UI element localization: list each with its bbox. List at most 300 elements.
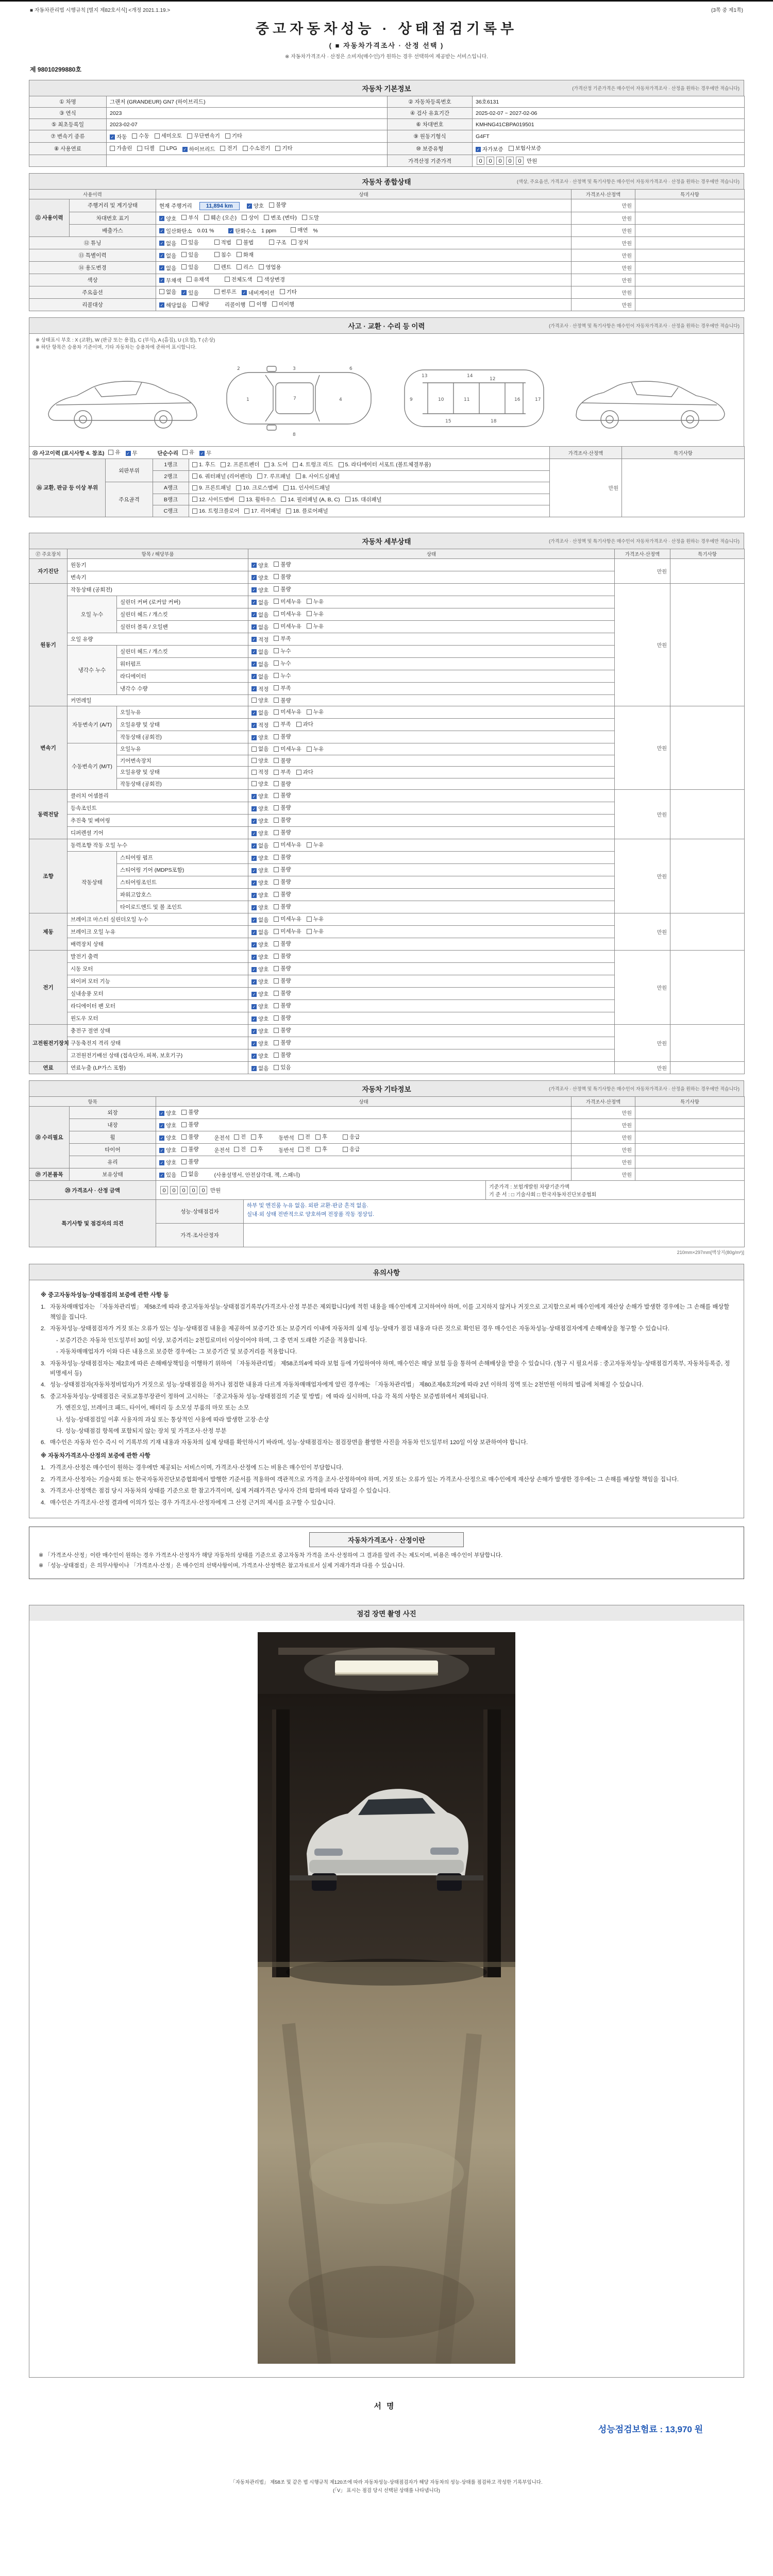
checkbox[interactable] — [339, 462, 344, 467]
checkbox-option[interactable] — [509, 144, 542, 152]
checkbox[interactable] — [307, 709, 312, 715]
checkbox-option[interactable] — [251, 879, 268, 887]
checkbox[interactable] — [274, 1003, 279, 1008]
checkbox-option[interactable] — [274, 940, 291, 947]
checkbox[interactable] — [286, 509, 291, 514]
checkbox-option[interactable] — [274, 1039, 291, 1046]
checkbox[interactable] — [259, 264, 264, 269]
checkbox[interactable] — [159, 289, 164, 294]
checked-checkbox[interactable]: ✓ — [252, 723, 256, 728]
checkbox[interactable] — [343, 1147, 348, 1152]
checkbox-option[interactable] — [264, 214, 296, 222]
checkbox-option[interactable] — [272, 300, 294, 308]
checkbox-option[interactable] — [251, 636, 268, 643]
checkbox-option[interactable] — [225, 276, 253, 283]
checkbox-option[interactable] — [181, 214, 198, 222]
checkbox-option[interactable] — [307, 745, 324, 753]
checked-checkbox[interactable]: ✓ — [160, 303, 164, 308]
checkbox[interactable] — [192, 301, 197, 307]
checkbox[interactable] — [160, 146, 165, 151]
checkbox-option[interactable] — [192, 496, 234, 503]
checkbox-option[interactable] — [274, 878, 291, 886]
checkbox-option[interactable] — [257, 276, 285, 283]
checkbox-option[interactable] — [181, 1108, 198, 1116]
checkbox-option[interactable] — [274, 1002, 291, 1009]
checkbox-option[interactable] — [286, 507, 328, 515]
checkbox[interactable] — [307, 842, 312, 848]
checkbox-option[interactable] — [307, 708, 324, 716]
checkbox-option[interactable] — [251, 1015, 268, 1023]
checkbox-option[interactable] — [251, 648, 268, 656]
checked-checkbox[interactable]: ✓ — [252, 880, 256, 886]
checkbox-option[interactable] — [280, 288, 297, 296]
checkbox-option[interactable] — [274, 697, 291, 704]
checkbox[interactable] — [234, 1134, 239, 1140]
checkbox[interactable] — [275, 146, 280, 151]
checkbox[interactable] — [274, 1028, 279, 1033]
checkbox[interactable] — [274, 842, 279, 848]
checkbox-option[interactable] — [182, 448, 194, 456]
checkbox[interactable] — [274, 781, 279, 786]
checkbox-option[interactable] — [274, 780, 291, 788]
checkbox[interactable] — [249, 301, 255, 307]
checkbox[interactable] — [236, 485, 241, 490]
checkbox-option[interactable] — [159, 1146, 176, 1154]
checkbox-option[interactable] — [187, 276, 209, 283]
checkbox-option[interactable] — [159, 1122, 176, 1129]
checkbox[interactable] — [192, 485, 197, 490]
checkbox-option[interactable] — [204, 214, 237, 222]
checked-checkbox[interactable]: ✓ — [252, 1054, 256, 1059]
checkbox[interactable] — [251, 1147, 256, 1152]
checkbox-option[interactable] — [243, 144, 271, 152]
checkbox-option[interactable] — [251, 574, 268, 582]
checkbox-option[interactable] — [237, 263, 254, 271]
checkbox[interactable] — [274, 966, 279, 971]
checkbox-option[interactable] — [251, 721, 268, 729]
checkbox[interactable] — [155, 133, 160, 139]
checkbox-option[interactable] — [274, 828, 291, 836]
checkbox[interactable] — [274, 793, 279, 798]
checkbox[interactable] — [187, 133, 192, 139]
checkbox-option[interactable] — [274, 853, 291, 861]
checkbox-option[interactable] — [251, 953, 268, 961]
checkbox[interactable] — [237, 240, 242, 245]
checkbox-option[interactable] — [159, 288, 176, 296]
checkbox-option[interactable] — [302, 214, 319, 222]
checkbox[interactable] — [283, 485, 289, 490]
checkbox-option[interactable] — [476, 145, 503, 153]
checkbox[interactable] — [225, 133, 230, 139]
checkbox-option[interactable] — [251, 1003, 268, 1010]
checkbox[interactable] — [296, 473, 301, 479]
checked-checkbox[interactable]: ✓ — [252, 575, 256, 580]
checkbox[interactable] — [291, 240, 296, 245]
checkbox-option[interactable] — [110, 133, 127, 141]
checkbox[interactable] — [192, 497, 197, 502]
checked-checkbox[interactable]: ✓ — [252, 955, 256, 960]
checkbox[interactable] — [274, 904, 279, 909]
checkbox[interactable] — [239, 497, 244, 502]
checked-checkbox[interactable]: ✓ — [247, 204, 251, 209]
checkbox[interactable] — [181, 264, 187, 269]
checkbox[interactable] — [274, 586, 279, 591]
checkbox[interactable] — [251, 781, 257, 786]
checked-checkbox[interactable]: ✓ — [476, 147, 480, 152]
checkbox[interactable] — [307, 599, 312, 604]
checkbox[interactable] — [257, 473, 262, 479]
checkbox-option[interactable] — [251, 965, 268, 973]
checkbox-option[interactable] — [251, 916, 268, 924]
checkbox[interactable] — [192, 473, 197, 479]
checkbox-option[interactable] — [251, 660, 268, 668]
checkbox-option[interactable] — [339, 461, 431, 468]
checkbox-option[interactable] — [251, 867, 268, 874]
checkbox-option[interactable] — [343, 1133, 360, 1141]
checkbox[interactable] — [204, 215, 209, 220]
checkbox-option[interactable] — [274, 733, 291, 740]
checkbox-option[interactable] — [274, 1063, 291, 1071]
checkbox-option[interactable] — [110, 144, 132, 152]
checkbox-option[interactable] — [343, 1145, 360, 1153]
checked-checkbox[interactable]: ✓ — [252, 893, 256, 898]
checkbox-option[interactable] — [274, 804, 291, 811]
checkbox[interactable] — [237, 264, 242, 269]
checked-checkbox[interactable]: ✓ — [252, 1004, 256, 1009]
checkbox-option[interactable] — [251, 891, 268, 899]
checked-checkbox[interactable]: ✓ — [252, 930, 256, 935]
checked-checkbox[interactable]: ✓ — [160, 241, 164, 246]
checkbox[interactable] — [108, 450, 113, 455]
checkbox[interactable] — [274, 978, 279, 984]
checkbox[interactable] — [272, 301, 277, 307]
checkbox-option[interactable] — [281, 496, 340, 503]
checkbox[interactable] — [214, 289, 220, 294]
checkbox-option[interactable] — [251, 745, 268, 753]
checkbox-option[interactable] — [181, 1170, 198, 1178]
checkbox[interactable] — [274, 636, 279, 641]
checkbox[interactable] — [192, 462, 197, 467]
checkbox[interactable] — [280, 289, 285, 294]
checkbox-option[interactable] — [291, 226, 308, 234]
checked-checkbox[interactable]: ✓ — [182, 291, 186, 295]
checkbox-option[interactable] — [274, 977, 291, 985]
checked-checkbox[interactable]: ✓ — [110, 134, 114, 140]
checkbox[interactable] — [274, 562, 279, 567]
checkbox[interactable] — [343, 1134, 348, 1140]
checkbox-option[interactable] — [239, 496, 276, 503]
checkbox-option[interactable] — [244, 507, 281, 515]
checkbox[interactable] — [291, 227, 296, 232]
checkbox[interactable] — [269, 240, 274, 245]
checkbox-option[interactable] — [249, 300, 266, 308]
checked-checkbox[interactable]: ✓ — [160, 253, 164, 258]
checkbox[interactable] — [274, 770, 279, 775]
checkbox-option[interactable] — [159, 1134, 176, 1142]
checked-checkbox[interactable]: ✓ — [252, 819, 256, 824]
checkbox-option[interactable] — [251, 1064, 268, 1072]
checkbox[interactable] — [264, 215, 269, 220]
checkbox[interactable] — [214, 264, 220, 269]
checkbox-option[interactable] — [251, 1133, 263, 1141]
checkbox[interactable] — [274, 599, 279, 604]
checkbox[interactable] — [214, 240, 220, 245]
checkbox-option[interactable] — [274, 791, 291, 799]
checkbox[interactable] — [264, 462, 270, 467]
checkbox[interactable] — [274, 685, 279, 690]
checkbox-option[interactable] — [298, 1145, 310, 1153]
checkbox[interactable] — [181, 1110, 187, 1115]
checkbox[interactable] — [274, 805, 279, 810]
checkbox[interactable] — [274, 892, 279, 897]
checkbox[interactable] — [243, 146, 248, 151]
checkbox-option[interactable] — [274, 659, 291, 667]
checkbox-option[interactable] — [307, 915, 324, 923]
checkbox-option[interactable] — [192, 300, 209, 308]
checkbox[interactable] — [251, 1134, 256, 1140]
checkbox[interactable] — [269, 202, 274, 208]
checkbox-option[interactable] — [181, 239, 198, 246]
checkbox-option[interactable] — [181, 1121, 198, 1128]
checkbox[interactable] — [274, 1065, 279, 1070]
checkbox-option[interactable] — [199, 449, 211, 457]
checkbox-option[interactable] — [214, 251, 231, 259]
checked-checkbox[interactable]: ✓ — [252, 979, 256, 985]
checkbox-option[interactable] — [274, 708, 301, 716]
checkbox-option[interactable] — [214, 263, 231, 271]
checkbox[interactable] — [274, 709, 279, 715]
checkbox-option[interactable] — [181, 1133, 198, 1141]
checked-checkbox[interactable]: ✓ — [252, 600, 256, 605]
checkbox[interactable] — [192, 509, 197, 514]
checkbox-option[interactable] — [274, 684, 291, 692]
checked-checkbox[interactable]: ✓ — [252, 613, 256, 617]
checkbox-option[interactable] — [307, 598, 324, 605]
checkbox[interactable] — [274, 698, 279, 703]
checkbox-option[interactable] — [159, 301, 187, 309]
checkbox-option[interactable] — [257, 472, 291, 480]
checkbox-option[interactable] — [234, 1145, 246, 1153]
checked-checkbox[interactable]: ✓ — [160, 216, 164, 221]
checkbox-option[interactable] — [137, 144, 154, 152]
checkbox-option[interactable] — [274, 647, 291, 655]
checkbox[interactable] — [293, 462, 298, 467]
checkbox-option[interactable] — [251, 586, 268, 594]
checkbox[interactable] — [274, 747, 279, 752]
checkbox-option[interactable] — [274, 989, 291, 997]
checked-checkbox[interactable]: ✓ — [126, 451, 130, 456]
checkbox-option[interactable] — [182, 145, 215, 153]
checkbox-option[interactable] — [298, 1133, 310, 1141]
checkbox-option[interactable] — [132, 132, 149, 140]
checked-checkbox[interactable]: ✓ — [252, 806, 256, 811]
checked-checkbox[interactable]: ✓ — [252, 650, 256, 654]
checkbox-option[interactable] — [159, 227, 192, 235]
checkbox-option[interactable] — [264, 461, 288, 468]
checked-checkbox[interactable]: ✓ — [252, 942, 256, 947]
checkbox[interactable] — [234, 1147, 239, 1152]
checkbox-option[interactable] — [221, 461, 259, 468]
checkbox[interactable] — [137, 146, 142, 151]
checkbox-option[interactable] — [274, 1026, 291, 1034]
checkbox[interactable] — [274, 1040, 279, 1045]
checkbox-option[interactable] — [274, 585, 291, 593]
checkbox-option[interactable] — [251, 990, 268, 998]
checkbox-option[interactable] — [307, 622, 324, 630]
checked-checkbox[interactable]: ✓ — [160, 1160, 164, 1165]
checked-checkbox[interactable]: ✓ — [252, 687, 256, 691]
checkbox-option[interactable] — [275, 144, 292, 152]
checkbox[interactable] — [181, 1147, 187, 1152]
checkbox-option[interactable] — [274, 757, 291, 765]
checkbox[interactable] — [257, 277, 262, 282]
checkbox[interactable] — [274, 673, 279, 678]
checkbox-option[interactable] — [214, 239, 231, 246]
checkbox-option[interactable] — [192, 461, 215, 468]
checked-checkbox[interactable]: ✓ — [252, 1066, 256, 1071]
checkbox-option[interactable] — [251, 562, 268, 569]
checkbox-option[interactable] — [251, 623, 268, 631]
checkbox-option[interactable] — [307, 841, 324, 849]
checkbox-option[interactable] — [220, 144, 237, 152]
checkbox[interactable] — [251, 758, 257, 763]
checkbox-option[interactable] — [159, 264, 176, 272]
checkbox-option[interactable] — [274, 573, 291, 581]
checkbox-option[interactable] — [251, 928, 268, 936]
checkbox-option[interactable] — [283, 484, 330, 492]
checked-checkbox[interactable]: ✓ — [160, 1111, 164, 1116]
checkbox-option[interactable] — [159, 240, 176, 247]
checkbox-option[interactable] — [251, 757, 268, 765]
checkbox-option[interactable] — [126, 449, 138, 457]
checked-checkbox[interactable]: ✓ — [252, 992, 256, 997]
checked-checkbox[interactable]: ✓ — [252, 625, 256, 630]
checkbox[interactable] — [220, 146, 225, 151]
checkbox-option[interactable] — [251, 1040, 268, 1047]
checkbox-option[interactable] — [159, 277, 181, 284]
checkbox[interactable] — [181, 252, 187, 257]
checkbox-option[interactable] — [274, 561, 291, 568]
checkbox[interactable] — [274, 611, 279, 616]
checkbox[interactable] — [244, 509, 249, 514]
checkbox[interactable] — [181, 240, 187, 245]
checkbox[interactable] — [274, 1015, 279, 1021]
checkbox-option[interactable] — [274, 927, 301, 935]
checked-checkbox[interactable]: ✓ — [252, 1029, 256, 1034]
checkbox-option[interactable] — [307, 610, 324, 618]
checkbox[interactable] — [274, 758, 279, 763]
checkbox-option[interactable] — [274, 635, 291, 642]
checkbox-option[interactable] — [159, 1109, 176, 1117]
checkbox-option[interactable] — [237, 251, 254, 259]
checked-checkbox[interactable]: ✓ — [252, 563, 256, 568]
checkbox-option[interactable] — [155, 132, 182, 140]
checkbox-option[interactable] — [251, 1145, 263, 1153]
checkbox-option[interactable] — [251, 611, 268, 619]
checkbox-option[interactable] — [242, 289, 275, 297]
checkbox-option[interactable] — [234, 1133, 246, 1141]
checkbox-option[interactable] — [181, 289, 198, 297]
checkbox-option[interactable] — [251, 1052, 268, 1060]
checkbox-option[interactable] — [315, 1145, 327, 1153]
checkbox-option[interactable] — [269, 239, 286, 246]
checked-checkbox[interactable]: ✓ — [252, 856, 256, 861]
checkbox-option[interactable] — [251, 685, 268, 693]
checkbox-option[interactable] — [251, 599, 268, 606]
checkbox-option[interactable] — [251, 829, 268, 837]
checked-checkbox[interactable]: ✓ — [252, 918, 256, 923]
checkbox[interactable] — [274, 623, 279, 629]
checkbox[interactable] — [302, 215, 307, 220]
checkbox[interactable] — [187, 277, 192, 282]
checkbox-option[interactable] — [259, 263, 281, 271]
checkbox[interactable] — [181, 215, 187, 220]
checkbox-option[interactable] — [251, 734, 268, 741]
checkbox[interactable] — [274, 1053, 279, 1058]
checkbox-option[interactable] — [181, 251, 198, 259]
checked-checkbox[interactable]: ✓ — [252, 843, 256, 849]
checked-checkbox[interactable]: ✓ — [252, 967, 256, 972]
checkbox-option[interactable] — [247, 202, 264, 210]
checkbox[interactable] — [274, 941, 279, 946]
checkbox-option[interactable] — [242, 214, 259, 222]
checkbox[interactable] — [307, 747, 312, 752]
checked-checkbox[interactable]: ✓ — [252, 637, 256, 642]
checkbox[interactable] — [237, 252, 242, 257]
checkbox[interactable] — [307, 623, 312, 629]
checkbox-option[interactable] — [307, 927, 324, 935]
checkbox[interactable] — [251, 770, 257, 775]
checkbox-option[interactable] — [187, 132, 220, 140]
checked-checkbox[interactable]: ✓ — [229, 229, 233, 233]
checked-checkbox[interactable]: ✓ — [160, 1148, 164, 1153]
checkbox-option[interactable] — [181, 1145, 198, 1153]
checked-checkbox[interactable]: ✓ — [242, 291, 246, 295]
checkbox[interactable] — [274, 818, 279, 823]
checkbox[interactable] — [307, 929, 312, 934]
checked-checkbox[interactable]: ✓ — [252, 735, 256, 740]
checked-checkbox[interactable]: ✓ — [160, 266, 164, 270]
checked-checkbox[interactable]: ✓ — [252, 674, 256, 679]
checkbox-option[interactable] — [251, 780, 268, 788]
checkbox-option[interactable] — [296, 768, 313, 776]
checkbox[interactable] — [274, 734, 279, 739]
checkbox[interactable] — [274, 879, 279, 885]
checkbox-option[interactable] — [228, 227, 256, 235]
checked-checkbox[interactable]: ✓ — [252, 1041, 256, 1046]
checkbox-option[interactable] — [274, 720, 291, 728]
checkbox-option[interactable] — [251, 1027, 268, 1035]
checkbox-option[interactable] — [274, 1014, 291, 1022]
checkbox-option[interactable] — [251, 673, 268, 681]
checkbox-option[interactable] — [274, 622, 301, 630]
checkbox-option[interactable] — [274, 672, 291, 680]
checkbox-option[interactable] — [214, 288, 237, 296]
checkbox-option[interactable] — [274, 903, 291, 910]
checkbox-option[interactable] — [274, 768, 291, 776]
checkbox-option[interactable] — [251, 817, 268, 825]
checkbox[interactable] — [307, 611, 312, 616]
checkbox-option[interactable] — [181, 263, 198, 271]
checkbox[interactable] — [221, 462, 226, 467]
checkbox-option[interactable] — [274, 841, 301, 849]
checkbox[interactable] — [281, 497, 286, 502]
checkbox[interactable] — [274, 660, 279, 666]
checkbox-option[interactable] — [274, 952, 291, 960]
checkbox-option[interactable] — [181, 1158, 198, 1165]
checkbox[interactable] — [274, 917, 279, 922]
signature-label[interactable]: 서명 — [374, 2401, 399, 2411]
